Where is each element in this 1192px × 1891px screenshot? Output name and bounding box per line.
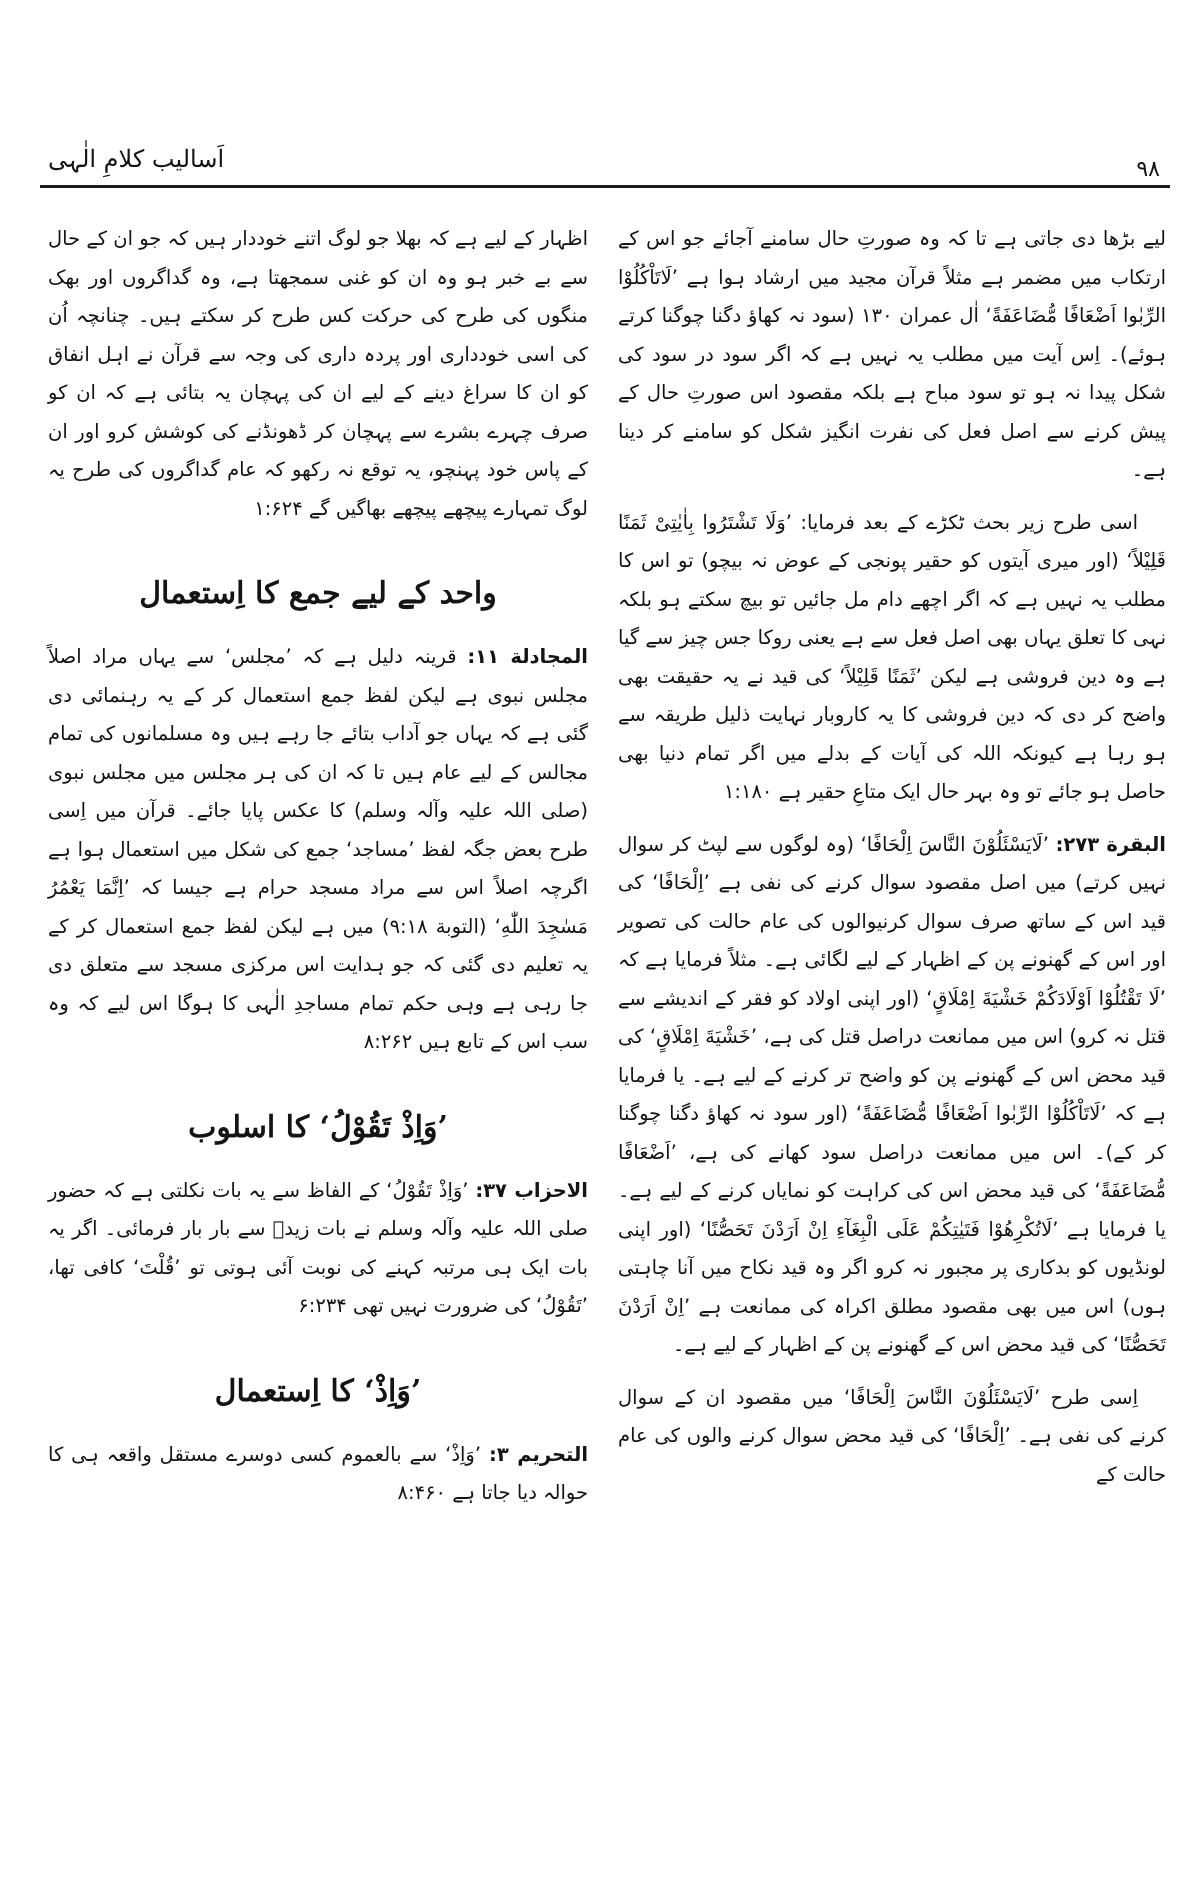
paragraph-text: قرینہ دلیل ہے کہ ’مجلس‘ سے یہاں مراد اصلاً مجلس نبوی ہے لیکن لفظ جمع استعمال کر کے یہ رہنمائی دی گئی ہے کہ یہاں جو آداب بتائے جا رہے ہیں وہ مسلمانوں کی تمام مجالس کے لیے عام ہیں تا کہ ان کی ہر مجلس میں مجلس نبوی (صلی اللہ علیہ وآلہ وسلم) کا عکس پایا جائے۔ قرآن میں اِسی طرح بعض جگہ لفظ ’مساجد‘ جمع کی شکل میں استعمال ہوا ہے اگرچہ اصلاً اس سے مراد مسجد حرام ہے جیسا کہ ’اِنَّمَا یَعْمُرُ مَسٰجِدَ اللّٰهِ‘ (التوبة ۹:۱۸) میں ہے لیکن لفظ جمع استعمال کر کے یہ تعلیم دی گئی کہ جو ہدایت اس مرکزی مسجد سے متعلق دی جا رہی ہے وہی حکم تمام مساجدِ الٰہی کا ہوگا اس لیے کہ وہ سب اس کے تابع ہیں — [48, 645, 588, 1053]
paragraph — [48, 1436, 588, 1513]
surah-reference: الاحزاب ۳۷: — [475, 1178, 588, 1202]
section — [48, 1104, 588, 1326]
section-heading: ’وَاِذْ تَقُوْلُ‘ کا اسلوب — [188, 1109, 448, 1145]
paragraph-text: اسی طرح زیر بحث ٹکڑے کے بعد فرمایا: ’وَلَا تَشْتَرُوا بِاٰیٰتِیْ ثَمَنًا قَلِیْلاً‘ (اور میری آیتوں کو حقیر پونجی کے عوض نہ بیچو) تو اس کا مطلب یہ نہیں ہے کہ اگر اچھے دام مل جائیں تو بیچ سکتے ہو بلکہ نہی کا تعلق یہاں بھی اصل فعل سے ہے یعنی روکا جس چیز سے گیا ہے وہ دین فروشی ہے لیکن ’ثَمَنًا قَلِیْلاً‘ کی قید نے یہ حقیقت بھی واضح کر دی کہ دین فروشی کا یہ کاروبار نہایت ذلیل طریقہ سے ہو رہا ہے کیونکہ اللہ کی آیات کے بدلے میں اگر تمام دنیا بھی حاصل ہو جائے تو وہ بہر حال ایک متاعِ حقیر ہے — [618, 510, 1166, 803]
verse-citation: ۸:۴۶۰ — [397, 1481, 447, 1504]
section-heading: ’وَاِذْ‘ کا اِستعمال — [214, 1373, 422, 1409]
paragraph — [618, 504, 1166, 812]
paragraph — [48, 638, 588, 1062]
paragraph-text: ’وَاِذْ تَقُوْلُ‘ کے الفاظ سے یہ بات نکلتی ہے کہ حضور صلی اللہ علیہ وآلہ وسلم نے بات زیدؓ سے بار بار فرمائی۔ اگر یہ بات ایک ہی مرتبہ کہنے کی نوبت آئی ہوتی تو ’قُلْتَ‘ کافی تھا، ’تَقُوْلُ‘ کی ضرورت نہیں تھی — [48, 1178, 588, 1317]
paragraph — [48, 220, 588, 528]
verse-citation: ۶:۲۳۴ — [298, 1294, 347, 1317]
paragraph-text: لیے بڑھا دی جاتی ہے تا کہ وہ صورتِ حال سامنے آجائے جو اس کے ارتکاب میں مضمر ہے مثلاً قرآن مجید میں ارشاد ہوا ہے ’لَاتَاْکُلُوْا الرِّبٰوا اَضْعَافًا مُّضَاعَفَةً‘ اٰل عمران ۱۳۰ (سود نہ کھاؤ دگنا چوگنا کرتے ہوئے)۔ اِس آیت میں مطلب یہ نہیں ہے کہ اگر سود در سود کی شکل پیدا نہ ہو تو سود مباح ہے بلکہ مقصود اس صورتِ حال کے پیش کرنے سے اصل فعل کی نفرت انگیز شکل کو سامنے کر دینا ہے۔ — [618, 227, 1167, 481]
paragraph — [618, 220, 1166, 490]
page-number: ۹۸ — [1136, 157, 1160, 182]
surah-reference: البقرة ۲۷۳: — [1055, 832, 1166, 856]
paragraph-text: ’لَایَسْئَلُوْنَ النَّاسَ اِلْحَافًا‘ (وہ لوگوں سے لپٹ کر سوال نہیں کرتے) میں اصل مقصود سوال کرنے کی نفی ہے ’اِلْحَافًا‘ کی قید اس کے ساتھ صرف سوال کرنیوالوں کی عام حالت کی تصویر اور اس کے گھنونے پن کے اظہار کے لیے لگائی ہے۔ مثلاً فرمایا ہے کہ ’لَا تَقْتُلُوْا اَوْلَادَکُمْ خَشْیَةَ اِمْلَاقٍ‘ (اور اپنی اولاد کو فقر کے اندیشے سے قتل نہ کرو) اس میں ممانعت دراصل قتل کی ہے، ’خَشْیَةَ اِمْلَاقٍ‘ کی قید محض اس کے گھنونے پن کو واضح تر کرنے کے لیے ہے۔ یا فرمایا ہے کہ ’لَاتَاْکُلُوْا الرِّبٰوا اَضْعَافًا مُّضَاعَفَةً‘ (اور سود نہ کھاؤ دگنا چوگنا کر کے)۔ اس میں ممانعت دراصل سود کھانے کی ہے، ’اَضْعَافًا مُّضَاعَفَةً‘ کی قید محض اس کی کراہت کو نمایاں کرنے کے لیے ہے۔ یا فرمایا ہے ’لَاتُکْرِھُوْا فَتَیٰتِکُمْ عَلَی الْبِغَآءِ اِنْ اَرَدْنَ تَحَصُّنًا‘ (اور اپنی لونڈیوں کو بدکاری پر مجبور نہ کرو اگر وہ قید نکاح میں آنا چاہتی ہوں) اس میں بھی مقصود مطلق اکراہ کی ممانعت ہے ’اِنْ اَرَدْنَ تَحَصُّنًا‘ کی قید محض اس کے گھنونے پن کے اظہار کے لیے ہے۔ — [618, 832, 1166, 1356]
section-heading: واحد کے لیے جمع کا اِستعمال — [139, 576, 497, 611]
verse-citation: ۱:۶۲۴ — [254, 496, 303, 520]
left-column — [48, 220, 588, 1527]
paragraph — [618, 1379, 1166, 1495]
page-header — [20, 145, 1170, 195]
paragraph-text: اِسی طرح ’لَایَسْئَلُوْنَ النَّاسَ اِلْحَافًا‘ میں مقصود ان کے سوال کرنے کی نفی ہے۔ ’اِلْحَافًا‘ کی قید محض سوال کرنے والوں کی عام حالت کے — [618, 1385, 1166, 1486]
section — [48, 1368, 588, 1513]
paragraph — [48, 1172, 588, 1326]
surah-reference: المجادلة ۱۱: — [467, 645, 588, 668]
verse-citation: ۸:۲۶۲ — [363, 1030, 413, 1053]
surah-reference: التحریم ۳: — [489, 1442, 589, 1466]
paragraph-text: ’وَاِذْ‘ سے بالعموم کسی دوسرے مستقل واقعہ ہی کا حوالہ دیا جاتا ہے — [48, 1442, 588, 1504]
header-rule — [40, 185, 1170, 188]
paragraph — [618, 826, 1166, 1365]
right-column — [618, 220, 1166, 1508]
paragraph-text: اظہار کے لیے ہے کہ بھلا جو لوگ اتنے خوددار ہیں کہ جو ان کے حال سے بے خبر ہو وہ ان کو غنی سمجھتا ہے، وہ گداگروں اور بھک منگوں کی طرح کی حرکت کس طرح کر سکتے ہیں۔ چنانچہ اُن کی اسی خودداری اور پردہ داری کی وجہ سے قرآن نے اہل انفاق کو ان کا سراغ دینے کے لیے ان کی پہچان یہ بتائی ہے کہ ان کو صرف چہرے بشرے سے پہچان کر ڈھونڈنے کی کوشش کرو اور ان کے پاس خود پہنچو، یہ توقع نہ رکھو کہ عام گداگروں کی طرح یہ لوگ تمہارے پیچھے پیچھے بھاگیں گے — [48, 227, 588, 520]
verse-citation: ۱:۱۸۰ — [723, 780, 773, 803]
running-head-book-title: اَسالیب کلامِ الٰہی — [48, 145, 225, 173]
section — [48, 570, 588, 1062]
